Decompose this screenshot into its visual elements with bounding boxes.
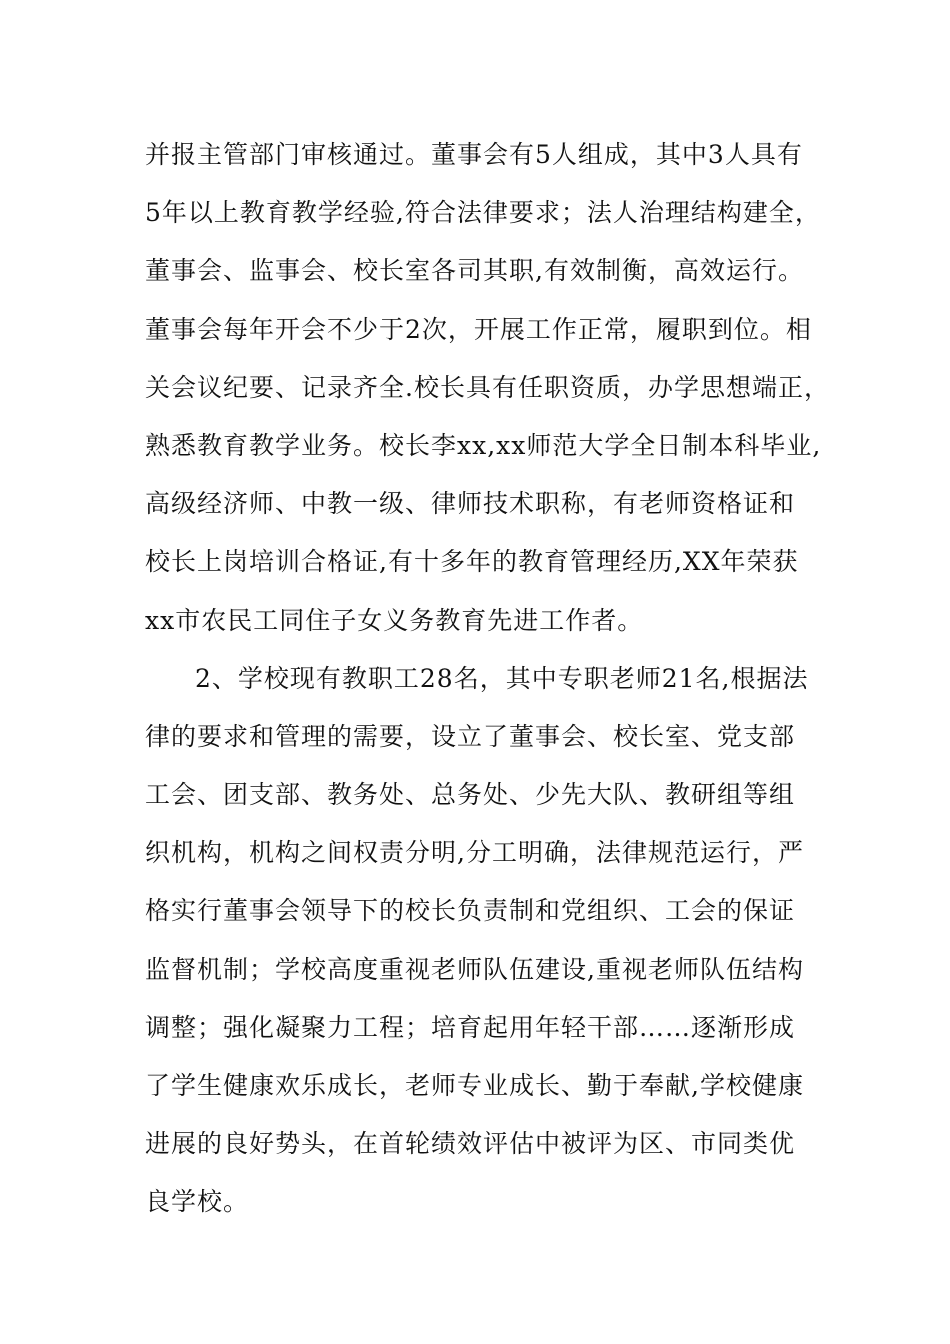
- text-line: 工会、团支部、教务处、总务处、少先大队、教研组等组: [145, 780, 796, 810]
- text-line: 织机构，机构之间权责分明,分工明确，法律规范运行，严: [145, 838, 804, 868]
- text-line: 校长上岗培训合格证,有十多年的教育管理经历,XX年荣获: [145, 547, 799, 577]
- text-line: 监督机制；学校高度重视老师队伍建设,重视老师队伍结构: [145, 954, 804, 984]
- text-line: 律的要求和管理的需要，设立了董事会、校长室、党支部: [145, 721, 796, 751]
- text-line: 董事会每年开会不少于2次，开展工作正常，履职到位。相: [145, 314, 812, 344]
- text-line: 进展的良好势头，在首轮绩效评估中被评为区、市同类优: [145, 1129, 796, 1159]
- text-line: xx市农民工同住子女义务教育先进工作者。: [145, 605, 644, 635]
- text-line: 熟悉教育教学业务。校长李xx,xx师范大学全日制本科毕业,: [145, 430, 822, 460]
- text-line: 关会议纪要、记录齐全.校长具有任职资质，办学思想端正，: [145, 372, 830, 402]
- text-line: 董事会、监事会、校长室各司其职,有效制衡，高效运行。: [145, 256, 804, 286]
- text-line: 5年以上教育教学经验,符合法律要求；法人治理结构建全，: [145, 198, 821, 228]
- paragraph-start-line: 2、学校现有教职工28名，其中专职老师21名,根据法: [195, 663, 809, 693]
- text-line: 格实行董事会领导下的校长负责制和党组织、工会的保证: [145, 896, 796, 926]
- text-line: 并报主管部门审核通过。董事会有5人组成，其中3人具有: [145, 140, 803, 169]
- text-line: 高级经济师、中教一级、律师技术职称，有老师资格证和: [145, 489, 796, 519]
- text-line: 调整；强化凝聚力工程；培育起用年轻干部……逐渐形成: [145, 1012, 796, 1042]
- text-line: 了学生健康欢乐成长，老师专业成长、勤于奉献,学校健康: [145, 1071, 804, 1100]
- text-line: 良学校。: [145, 1187, 250, 1217]
- body-text: [145, 126, 845, 1232]
